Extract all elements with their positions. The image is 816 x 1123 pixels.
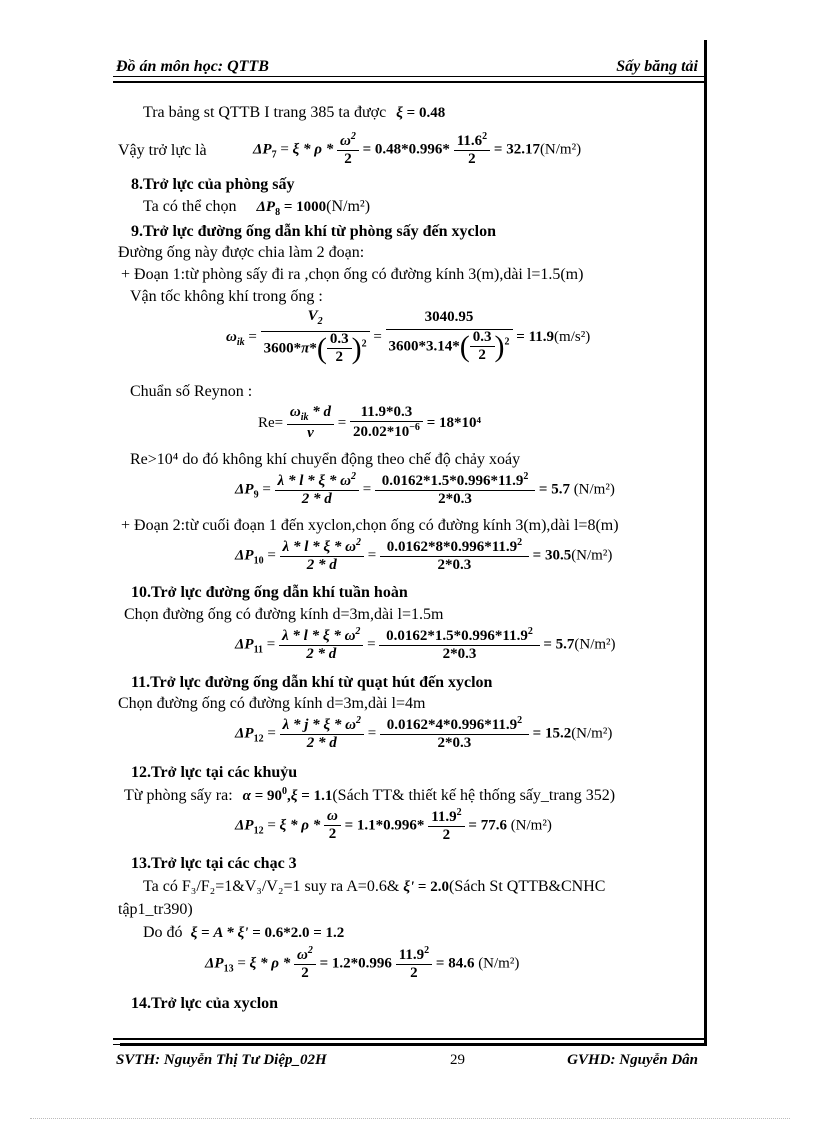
text-re-condition: Re>10⁴ do đó không khí chuyển động theo chế độ chảy xoáy <box>130 451 521 468</box>
equation-dp7: $\Delta P_7 = \xi * \rho$ * $\frac{\omega^2}{2}$ = 0.48*0.996* $\frac{11.6^2}{2}$ = 32.17(N/m²) <box>253 131 582 167</box>
page-number: 29 <box>450 1052 465 1068</box>
text-s9-van-toc: Vận tốc không khí trong ống : <box>130 288 323 305</box>
text-section-8: Ta có thể chọn $\Delta P_8 = 1000(N/m^2)$ <box>143 198 371 218</box>
frame-shadow-right <box>704 40 707 1043</box>
text-s9-a: Đường ống này được chia làm 2 đoạn: <box>118 244 365 261</box>
header-course: Đồ án môn học: QTTB <box>116 58 269 75</box>
footer-advisor: GVHD: Nguyễn Dân <box>567 1052 698 1068</box>
equation-dp13: $\Delta P_{13} = \xi * \rho$ * $\frac{\omega^2}{2}$ = 1.2*0.996 $\frac{11.9^2}{2}$ = 84.6 (N/m²) <box>205 945 520 981</box>
text-s10-a: Chọn đường ống có đường kính d=3m,dài l=1.5m <box>124 606 444 623</box>
equation-reynolds: Re= $\frac{\omega_{ik} * d}{\nu}$ = $\frac{11.9*0.3}{20.02*10^{-6}}$ = 18*10⁴ <box>258 404 481 441</box>
heading-section-11: 11.Trở lực đường ống dẫn khí từ quạt hút đến xyclon <box>131 674 493 691</box>
text-reynon: Chuẩn số Reynon : <box>130 383 253 400</box>
heading-section-13: 13.Trở lực tại các chạc 3 <box>131 855 297 872</box>
footer-student: SVTH: Nguyễn Thị Tư Diệp_02H <box>116 1052 327 1068</box>
xi-value: ξ = 0.48 <box>396 105 446 121</box>
heading-section-9: 9.Trở lực đường ống dẫn khí từ phòng sấy đến xyclon <box>131 223 496 240</box>
text-s13-b: tập1_tr390) <box>118 901 193 918</box>
text-vay-tro-luc: Vậy trở lực là <box>118 142 207 159</box>
page-footer <box>116 1052 698 1069</box>
frame-shadow-bottom <box>120 1043 707 1046</box>
page-header <box>116 58 698 76</box>
heading-section-8: 8.Trở lực của phòng sấy <box>131 176 295 193</box>
heading-section-14: 14.Trở lực của xyclon <box>131 995 279 1012</box>
text-s13-c: Do đó ξ = A * ξ' = 0.6*2.0 = 1.2 <box>143 924 345 941</box>
equation-dp12b: $\Delta P_{12} = \xi * \rho$ * $\frac{\omega}{2}$ = 1.1*0.996* $\frac{11.9^2}{2}$ = 77.6 (N/m²) <box>235 807 552 843</box>
equation-dp10: $\Delta P_{10}$ = $\frac{\lambda * l * \xi * \omega^2}{2 * d}$ = $\frac{0.0162*8*0.996*11.9^2}{2*0.3}$ = 30.5(N/m²) <box>235 537 613 573</box>
header-topic: Sấy băng tải <box>616 58 698 75</box>
heading-section-10: 10.Trở lực đường ống dẫn khí tuần hoàn <box>131 584 408 601</box>
heading-section-12: 12.Trở lực tại các khuỷu <box>131 764 298 781</box>
equation-velocity: $\omega_{ik}$ = $V_2$ 3600*π*( $\frac{0.3}{2}$ )$^2$ = 3040.95 3600*3.14*( $\frac{0.3}{2}$ )$^2$ = 11.9(m/s²) <box>226 308 591 365</box>
equation-dp9: $\Delta P_9$ = $\frac{\lambda * l * \xi * \omega^2}{2 * d}$ = $\frac{0.0162*1.5*0.996*11.9^2}{2*0.3}$ = 5.7 (N/m²) <box>235 471 615 507</box>
header-rule <box>113 76 705 83</box>
text-tra-bang: Tra bảng st QTTB I trang 385 ta được ξ = 0.48 <box>143 104 446 121</box>
text-s11-a: Chọn đường ống có đường kính d=3m,dài l=4m <box>118 695 426 712</box>
equation-dp12a: $\Delta P_{12}$ = $\frac{\lambda * j * \xi * \omega^2}{2 * d}$ = $\frac{0.0162*4*0.996*11.9^2}{2*0.3}$ = 15.2(N/m²) <box>235 715 613 751</box>
text-s9-doan1: + Đoạn 1:từ phòng sấy đi ra ,chọn ống có đường kính 3(m),dài l=1.5(m) <box>121 266 584 283</box>
text-s9-doan2: + Đoạn 2:từ cuối đoạn 1 đến xyclon,chọn ống có đường kính 3(m),dài l=8(m) <box>121 517 619 534</box>
page-bottom-dotted-line <box>30 1118 790 1119</box>
text-s12-a: Từ phòng sấy ra: $\alpha = 90^0,\xi$ = 1.1(Sách TT& thiết kế hệ thống sấy_trang 352) <box>124 786 616 804</box>
equation-dp11: $\Delta P_{11}$ = $\frac{\lambda * l * \xi * \omega^2}{2 * d}$ = $\frac{0.0162*1.5*0.996*11.9^2}{2*0.3}$ = 5.7(N/m²) <box>235 626 616 662</box>
text-s13-a: Ta có F₃/F₂=1&V₃/V₂=1 suy ra A=0.6& ξ' = 2.0(Sách St QTTB&CNHC <box>143 878 606 895</box>
